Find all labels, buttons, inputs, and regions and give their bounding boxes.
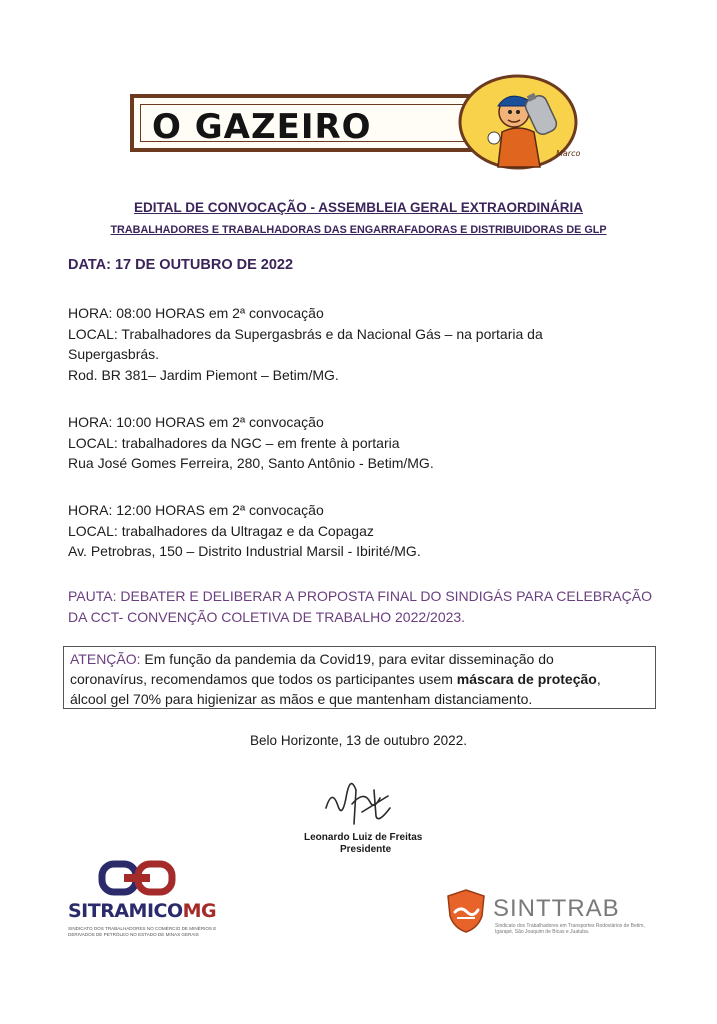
meeting-block-1 [68,303,658,385]
meeting-time: HORA: 10:00 HORAS em 2ª convocação [68,414,324,430]
signer-name: Leonardo Luiz de Freitas [304,832,423,843]
meeting-block-3 [68,500,658,562]
meeting-location: LOCAL: trabalhadores da NGC – em frente à portaria [68,434,400,451]
meeting-block-2 [68,412,658,474]
mascot-icon [458,72,586,172]
meeting-address: Av. Petrobras, 150 – Distrito Industrial Marsil - Ibirité/MG. [68,543,421,559]
attention-text: , [596,671,601,687]
logo-text: O GAZEIRO [152,107,372,147]
notice-title: EDITAL DE CONVOCAÇÃO - ASSEMBLEIA GERAL EXTRAORDINÁRIA [133,200,584,215]
attention-text: coronavírus, recomendamos que todos os participantes usem [70,671,457,687]
handwritten-signature [318,768,418,832]
agenda [68,586,668,627]
attention-text: Em função da pandemia da Covid19, para evitar disseminação do [140,651,554,667]
agenda-line: DA CCT- CONVENÇÃO COLETIVA DE TRABALHO 2022/2023. [68,608,466,625]
meeting-location: LOCAL: trabalhadores da Ultragaz e da Copagaz [68,522,374,539]
assembly-date: DATA: 17 DE OUTUBRO DE 2022 [68,257,294,273]
mascot-signature: Marco [556,149,581,158]
sitramico-logo-text: SITRAMICOMG [68,900,217,922]
sinttrab-shield-icon [445,888,487,934]
meeting-time: HORA: 12:00 HORAS em 2ª convocação [68,502,324,518]
sinttrab-tagline: Sindicato dos Trabalhadores em Transportes Rodoviários de Betim, Igarapé, São Joaquim de Bicas e Juatuba. [495,923,645,935]
attention-text: álcool gel 70% para higienizar as mãos e que mantenham distanciamento. [70,691,533,707]
meeting-location-cont: Supergasbrás. [68,346,160,362]
sitramico-chain-icon [96,858,178,898]
signer-role: Presidente [340,844,392,855]
gazeiro-logo [130,94,490,152]
meeting-address: Rod. BR 381– Jardim Piemont – Betim/MG. [68,366,339,383]
meeting-address: Rua José Gomes Ferreira, 280, Santo Antônio - Betim/MG. [68,455,434,471]
attention-label: ATENÇÃO: [70,651,141,667]
sinttrab-logo-text: SINTTRAB [493,895,620,922]
meeting-time: HORA: 08:00 HORAS em 2ª convocação [68,305,324,321]
sitramico-tagline: SINDICATO DOS TRABALHADORES NO COMÉRCIO DE MINÉRIOS E DERIVADOS DE PETRÓLEO NO ESTADO DE MINAS GERAIS [68,926,217,937]
place-and-date: Belo Horizonte, 13 de outubro 2022. [250,733,467,748]
attention-notice [63,646,656,709]
notice-subtitle: TRABALHADORES E TRABALHADORAS DAS ENGARRAFADORAS E DISTRIBUIDORAS DE GLP [110,224,607,236]
attention-emphasis: máscara de proteção [456,671,597,687]
meeting-location: LOCAL: Trabalhadores da Supergasbrás e da Nacional Gás – na portaria da [68,325,543,342]
agenda-line: PAUTA: DEBATER E DELIBERAR A PROPOSTA FINAL DO SINDIGÁS PARA CELEBRAÇÃO [68,588,653,604]
